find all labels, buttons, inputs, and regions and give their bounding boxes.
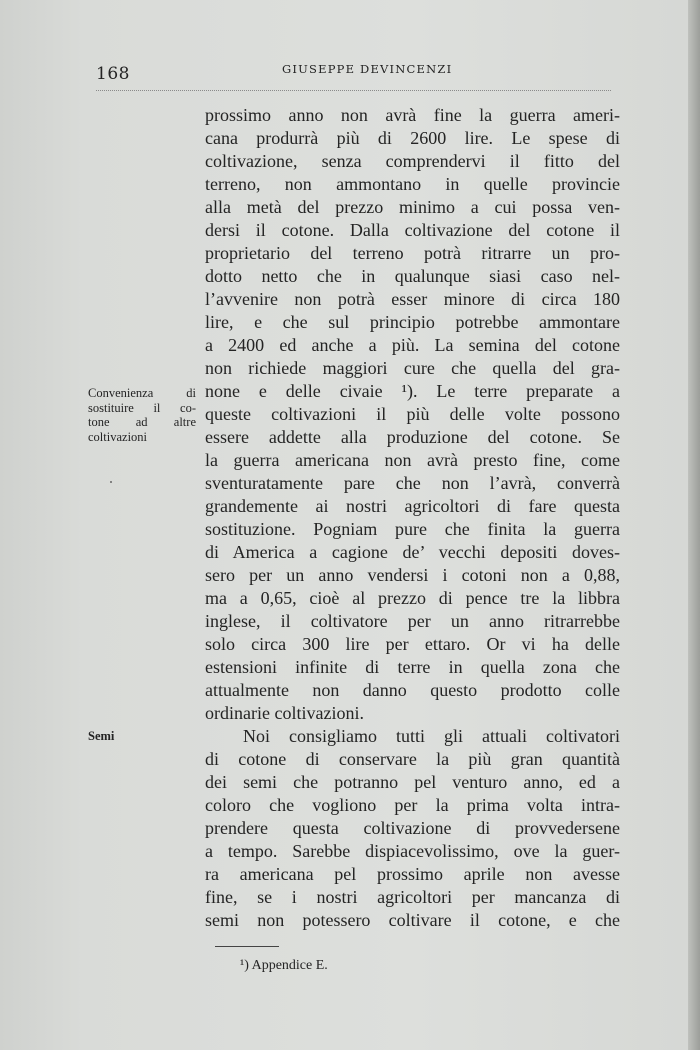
text-line: alla metà del prezzo minimo a cui possa ven- bbox=[205, 197, 620, 217]
text-line: sventuratamente pare che non l’avrà, converrà bbox=[205, 473, 620, 493]
text-line: essere addette alla produzione del cotone. Se bbox=[205, 427, 620, 447]
text-line: dotto netto che in qualunque siasi caso nel- bbox=[205, 266, 620, 286]
text-line: ma a 0,65, cioè al prezzo di pence tre la libbra bbox=[205, 588, 620, 608]
text-line: semi non potessero coltivare il cotone, e che bbox=[205, 910, 620, 930]
margin-note-line: sostituire il co- bbox=[88, 400, 196, 415]
text-line: non richiede maggiori cure che quella del gra- bbox=[205, 358, 620, 378]
page-edge bbox=[688, 0, 700, 1050]
text-line: grandemente ai nostri agricoltori di fare questa bbox=[205, 496, 620, 516]
running-head: GIUSEPPE DEVINCENZI bbox=[282, 62, 453, 76]
paper-speck bbox=[110, 481, 112, 483]
margin-note-line: Semi bbox=[88, 729, 115, 743]
text-line: none e delle civaie ¹). Le terre preparate a bbox=[205, 381, 620, 401]
text-line: coloro che vogliono per la prima volta intra- bbox=[205, 795, 620, 815]
text-line: solo circa 300 lire per ettaro. Or vi ha delle bbox=[205, 634, 620, 654]
text-line: Noi consigliamo tutti gli attuali coltivatori bbox=[243, 726, 620, 746]
footnote: ¹) Appendice E. bbox=[240, 958, 328, 973]
text-line: queste coltivazioni il più delle volte possono bbox=[205, 404, 620, 424]
margin-note-line: coltivazioni bbox=[88, 429, 148, 444]
text-line: ordinarie coltivazioni. bbox=[205, 703, 364, 723]
text-line: prendere questa coltivazione di provvedersene bbox=[205, 818, 620, 838]
text-line: a 2400 ed anche a più. La semina del cotone bbox=[205, 335, 620, 355]
margin-note-line: Convenienza di bbox=[88, 386, 196, 400]
text-line: l’avvenire non potrà esser minore di circa 180 bbox=[205, 289, 620, 309]
text-line: attualmente non danno questo prodotto colle bbox=[205, 680, 620, 700]
page-number: 168 bbox=[96, 64, 130, 84]
text-line: di America a cagione de’ vecchi depositi doves- bbox=[205, 542, 620, 562]
text-line: coltivazione, senza comprendervi il fitto del bbox=[205, 151, 620, 171]
text-line: dersi il cotone. Dalla coltivazione del cotone il bbox=[205, 220, 620, 240]
text-line: inglese, il coltivatore per un anno ritrarrebbe bbox=[205, 611, 620, 631]
text-line: ra americana pel prossimo aprile non avesse bbox=[205, 864, 620, 884]
body-text bbox=[205, 104, 620, 932]
text-line: cana produrrà più di 2600 lire. Le spese di bbox=[205, 128, 620, 148]
text-line: di cotone di conservare la più gran quantità bbox=[205, 749, 620, 769]
margin-note-line: tone ad altre bbox=[88, 415, 196, 429]
text-line: prossimo anno non avrà fine la guerra ameri- bbox=[205, 105, 620, 125]
text-line: terreno, non ammontano in quelle provincie bbox=[205, 174, 620, 194]
text-line: a tempo. Sarebbe dispiacevolissimo, ove la guer- bbox=[205, 841, 620, 861]
margin-note-semi bbox=[88, 729, 196, 744]
footnote-rule bbox=[215, 946, 279, 947]
text-line: proprietario del terreno potrà ritrarre un pro- bbox=[205, 243, 620, 263]
text-line: estensioni infinite di terre in quella zona che bbox=[205, 657, 620, 677]
text-line: la guerra americana non avrà presto fine, come bbox=[205, 450, 620, 470]
text-line: sero per un anno vendersi i cotoni non a 0,88, bbox=[205, 565, 620, 585]
header-rule bbox=[96, 90, 611, 91]
text-line: dei semi che potranno pel venturo anno, ed a bbox=[205, 772, 620, 792]
page-header bbox=[96, 58, 616, 88]
text-line: lire, e che sul principio potrebbe ammontare bbox=[205, 312, 620, 332]
margin-note-convenienza bbox=[88, 386, 196, 444]
text-line: fine, se i nostri agricoltori per mancanza di bbox=[205, 887, 620, 907]
text-line: sostituzione. Pogniam pure che finita la guerra bbox=[205, 519, 620, 539]
